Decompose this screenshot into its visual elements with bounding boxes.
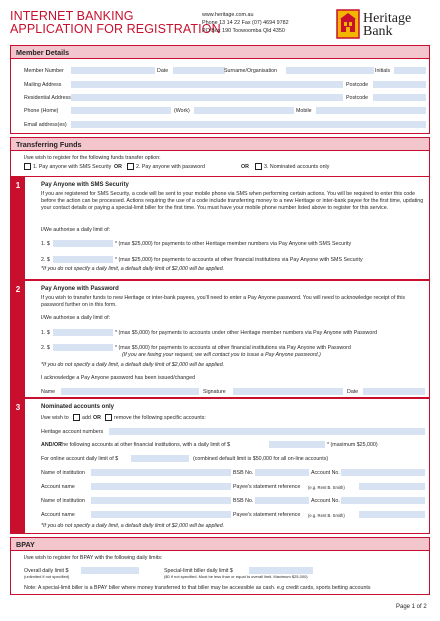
payee-ref-label: Payee's statement reference xyxy=(233,484,301,490)
mobile-label: Mobile xyxy=(296,108,312,114)
sms-limit2-field[interactable] xyxy=(53,256,113,263)
mailing-postcode-field[interactable] xyxy=(373,81,426,88)
residential-address-field[interactable] xyxy=(71,94,343,101)
add-label: add xyxy=(82,415,91,421)
bsb-field[interactable] xyxy=(255,497,309,504)
form-title-line1: INTERNET BANKING xyxy=(10,9,134,23)
heritage-seal-icon xyxy=(336,9,360,39)
bpay-section xyxy=(10,537,430,595)
limit2-prefix: 2. $ xyxy=(41,345,50,351)
payee-ref-example: (e.g. Rent B. Smith) xyxy=(308,485,345,490)
ack-date-label: Date xyxy=(347,389,359,395)
ack-signature-field[interactable] xyxy=(233,388,343,395)
ack-name-field[interactable] xyxy=(61,388,199,395)
section-number: 1 xyxy=(11,177,25,279)
logo-line1: Heritage xyxy=(363,11,412,26)
overall-limit-note: (unlimited if not specified) xyxy=(24,574,70,579)
andor-label: AND/OR xyxy=(41,442,62,448)
heritage-accounts-field[interactable] xyxy=(109,428,425,435)
default-limit-note: *If you do not specify a daily limit, a default daily limit of $2,000 will be applied. xyxy=(41,266,225,272)
special-limit-label: Special-limit biller daily limit $ xyxy=(164,568,233,574)
residential-address-label: Residential Address xyxy=(24,95,71,101)
nominated-title: Nominated accounts only xyxy=(41,404,115,410)
name-label: Name xyxy=(41,389,56,395)
account-no-label: Account No. xyxy=(311,498,340,504)
sms-security-subsection xyxy=(10,176,430,280)
postcode-label: Postcode xyxy=(346,82,369,88)
phone-home-label: Phone (Home) xyxy=(24,108,59,114)
section-number: 2 xyxy=(11,281,25,397)
fax-note: (If you are faxing your request, we will contact you to issue a Pay Anyone password.) xyxy=(122,352,321,358)
page-number: Page 1 of 2 xyxy=(396,604,427,610)
po-box: PO Box 190 Toowoomba Qld 4350 xyxy=(202,28,285,35)
account-name-field[interactable] xyxy=(91,511,231,518)
surname-field[interactable] xyxy=(286,67,374,74)
member-details-heading: Member Details xyxy=(11,46,429,59)
limit2-prefix: 2. $ xyxy=(41,257,50,263)
option3-checkbox[interactable] xyxy=(255,163,262,170)
heritage-accounts-label: Heritage account numbers xyxy=(41,429,104,435)
bsb-field[interactable] xyxy=(255,469,309,476)
postcode-label: Postcode xyxy=(346,95,369,101)
online-limit-field[interactable] xyxy=(131,455,189,462)
password-title: Pay Anyone with Password xyxy=(41,286,119,292)
overall-limit-label: Overall daily limit $ xyxy=(24,568,69,574)
initials-field[interactable] xyxy=(394,67,426,74)
option3-label: 3. Nominated accounts only xyxy=(264,164,330,170)
option1-label: 1. Pay anyone with SMS Security xyxy=(33,164,112,170)
surname-label: Surname/Organisation xyxy=(224,68,277,74)
payee-ref-field[interactable] xyxy=(359,511,425,518)
account-no-field[interactable] xyxy=(341,497,425,504)
account-name-label: Account name xyxy=(41,512,75,518)
limit2-text: * (max $5,000) for payments to accounts at other financial institutions via Pay Anyone with Password xyxy=(115,345,351,351)
or-label: OR xyxy=(114,164,122,170)
logo-text xyxy=(363,12,411,38)
phone-home-field[interactable] xyxy=(71,107,171,114)
payee-ref-example: (e.g. Rent B. Smith) xyxy=(308,513,345,518)
heritage-logo xyxy=(336,9,432,41)
pay-anyone-password-subsection xyxy=(10,280,430,398)
section-number: 3 xyxy=(11,399,25,533)
or-label: OR xyxy=(241,164,249,170)
or-label: OR xyxy=(93,415,101,421)
page-header xyxy=(0,0,440,48)
wish-label: I/we wish to xyxy=(41,415,69,421)
form-title-line2: APPLICATION FOR REGISTRATION xyxy=(10,22,221,36)
bsb-label: BSB No. xyxy=(233,470,254,476)
combined-limit-note: (combined default limit is $50,000 for all on-line accounts) xyxy=(193,456,329,462)
special-limit-note: ($0 if not specified. Must be less than or equal to overall limit. Maximum $25,000) xyxy=(164,574,308,579)
institution-field[interactable] xyxy=(91,469,231,476)
phone-work-field[interactable] xyxy=(194,107,294,114)
sms-security-description: If you are registered for SMS Security, a code will be sent to your mobile phone via SMS when performing certain actions. You will be required to enter this code before the action can be processed. Actions requiring the use of a code include transferring money to a new Heritage or inter-bank payee for the first time, updating your contact details or paying a special-limit biller for the first time. You must have your mobile phone number listed above to register for this service. xyxy=(41,191,424,212)
ack-date-field[interactable] xyxy=(363,388,425,395)
institution-field[interactable] xyxy=(91,497,231,504)
password-description: If you wish to transfer funds to new Heritage or inter-bank payees, you'll need to enter a Pay Anyone password. You will need to acknowledge receipt of this password further on in this form. xyxy=(41,295,406,309)
phone-work-label: (Work) xyxy=(174,108,190,114)
member-number-field[interactable] xyxy=(71,67,155,74)
email-label: Email address(es) xyxy=(24,122,67,128)
mobile-field[interactable] xyxy=(316,107,426,114)
max-label: * (maximum $25,000) xyxy=(327,442,378,448)
contact-block xyxy=(202,11,289,36)
payee-ref-field[interactable] xyxy=(359,483,425,490)
bsb-label: BSB No. xyxy=(233,498,254,504)
password-limit2-field[interactable] xyxy=(53,344,113,351)
nominated-accounts-subsection xyxy=(10,398,430,534)
andor-text: The following accounts at other financial institutions, with a daily limit of $ xyxy=(59,442,231,448)
password-limit1-field[interactable] xyxy=(53,329,113,336)
date-field[interactable] xyxy=(173,67,225,74)
payee-ref-label: Payee's statement reference xyxy=(233,512,301,518)
date-label: Date xyxy=(157,68,169,74)
limit1-text: * (max $25,000) for payments to other Heritage member numbers via Pay Anyone with SMS Security xyxy=(115,241,352,247)
sms-limit1-field[interactable] xyxy=(53,240,113,247)
website: www.heritage.com.au xyxy=(202,12,254,18)
member-number-label: Member Number xyxy=(24,68,64,74)
bpay-note: Note: A special-limit biller is a BPAY biller where money transferred to that biller may be accessible as cash. e.g credit cards, sports betting accounts xyxy=(24,585,371,591)
transfer-intro: I/we wish to register for the following funds transfer option: xyxy=(24,155,161,161)
residential-postcode-field[interactable] xyxy=(373,94,426,101)
remove-label: remove the following specific accounts: xyxy=(114,415,206,421)
account-no-field[interactable] xyxy=(341,469,425,476)
external-limit-field[interactable] xyxy=(269,441,325,448)
acknowledge-label: I acknowledge a Pay Anyone password has been issued/changed xyxy=(41,375,196,381)
account-no-label: Account No. xyxy=(311,470,340,476)
logo-line2: Bank xyxy=(363,24,393,39)
online-limit-label: For online account daily limit of $ xyxy=(41,456,119,462)
special-limit-field[interactable] xyxy=(249,567,313,574)
email-field[interactable] xyxy=(71,121,426,128)
member-details-section xyxy=(10,45,430,134)
option2-checkbox[interactable] xyxy=(127,163,134,170)
overall-limit-field[interactable] xyxy=(81,567,139,574)
mailing-address-label: Mailing Address xyxy=(24,82,62,88)
account-name-label: Account name xyxy=(41,484,75,490)
mailing-address-field[interactable] xyxy=(71,81,343,88)
institution-label: Name of institution xyxy=(41,470,85,476)
add-checkbox[interactable] xyxy=(73,414,80,421)
account-name-field[interactable] xyxy=(91,483,231,490)
bpay-heading: BPAY xyxy=(11,538,429,551)
limit1-text: * (max $5,000) for payments to accounts under other Heritage member numbers via Pay Anyone with Password xyxy=(115,330,378,336)
sms-security-title: Pay Anyone with SMS Security xyxy=(41,182,129,188)
limit1-prefix: 1. $ xyxy=(41,330,50,336)
phone-fax: Phone 13 14 22 Fax (07) 4694 9782 xyxy=(202,20,289,27)
limit2-text: * (max $25,000) for payments to accounts at other financial institutions via Pay Anyone with SMS Security xyxy=(115,257,363,263)
authorise-label: I/We authorise a daily limit of: xyxy=(41,315,111,321)
institution-label: Name of institution xyxy=(41,498,85,504)
signature-label: Signature xyxy=(203,389,226,395)
authorise-label: I/We authorise a daily limit of: xyxy=(41,227,111,233)
default-limit-note: *If you do not specify a daily limit, a default daily limit of $2,000 will be applied. xyxy=(41,362,225,368)
bpay-intro: I/we wish to register for BPAY with the following daily limits: xyxy=(24,555,163,561)
remove-checkbox[interactable] xyxy=(105,414,112,421)
initials-label: Initials xyxy=(375,68,391,74)
option2-label: 2. Pay anyone with password xyxy=(136,164,205,170)
default-limit-note: *If you do not specify a daily limit, a default daily limit of $2,000 will be applied. xyxy=(41,523,225,529)
form-title xyxy=(10,10,221,36)
option1-checkbox[interactable] xyxy=(24,163,31,170)
transferring-funds-heading: Transferring Funds xyxy=(11,138,429,151)
limit1-prefix: 1. $ xyxy=(41,241,50,247)
